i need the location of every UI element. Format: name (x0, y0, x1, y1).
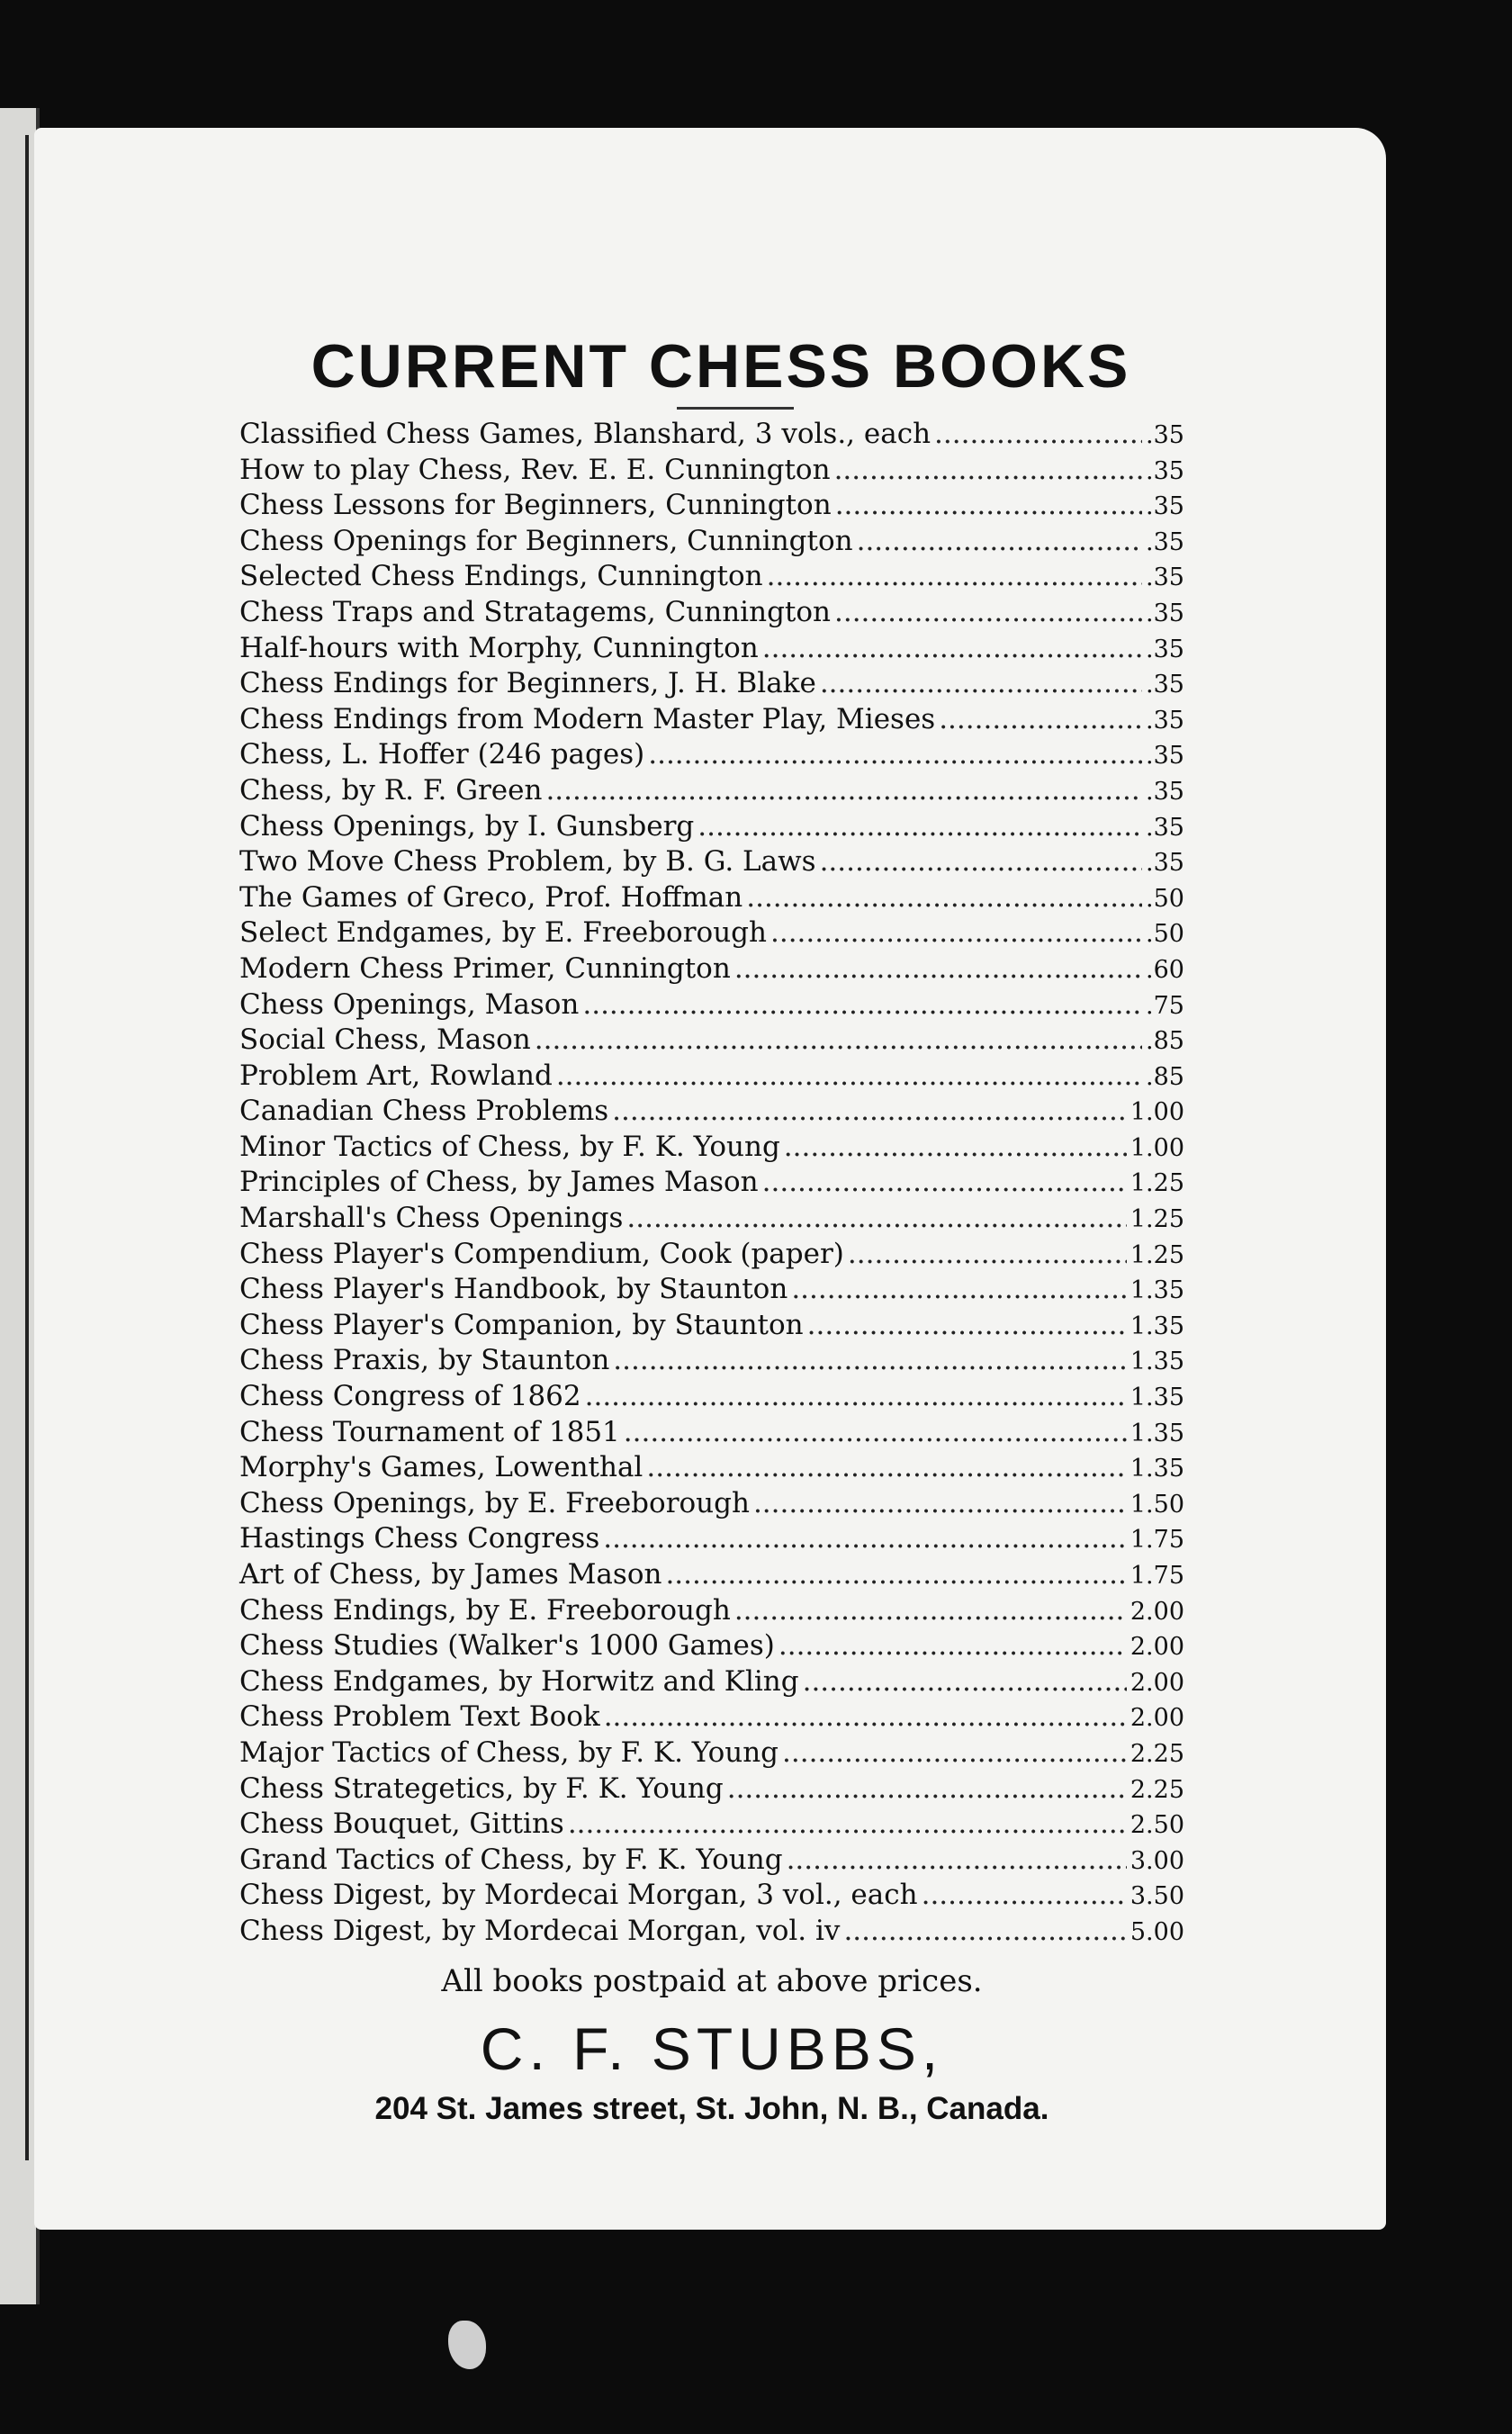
book-row (239, 631, 1184, 667)
book-title: Select Endgames, by E. Freeborough (239, 916, 767, 950)
book-price: .50 (1146, 884, 1184, 913)
book-title: Chess Openings, by E. Freeborough (239, 1486, 750, 1519)
book-row (239, 488, 1184, 524)
dot-leader (770, 915, 1142, 951)
dot-leader (767, 559, 1142, 595)
dot-leader (727, 1771, 1127, 1807)
dot-leader (857, 524, 1142, 560)
book-title: Chess, L. Hoffer (246 pages) (239, 738, 645, 771)
book-row (239, 1557, 1184, 1593)
dot-leader (556, 1059, 1142, 1095)
seller-name: C. F. STUBBS, (480, 2015, 944, 2082)
book-price: 1.35 (1130, 1312, 1184, 1340)
dot-leader (568, 1807, 1127, 1843)
book-title: Chess Endgames, by Horwitz and Kling (239, 1664, 799, 1698)
dot-leader (734, 1593, 1127, 1629)
book-title: Chess Lessons for Beginners, Cunnington (239, 489, 832, 522)
dot-leader (626, 1201, 1126, 1237)
dot-leader (807, 1308, 1127, 1344)
book-price: 2.00 (1130, 1668, 1184, 1697)
book-price: 1.35 (1130, 1348, 1184, 1376)
book-price: 1.00 (1130, 1098, 1184, 1127)
book-title: Chess Digest, by Mordecai Morgan, vol. iv (239, 1914, 841, 1947)
dot-leader (834, 595, 1142, 631)
dot-leader (698, 809, 1142, 845)
book-row (239, 1059, 1184, 1095)
book-title: Principles of Chess, by James Mason (239, 1166, 759, 1199)
dot-leader (834, 453, 1142, 489)
book-price: .35 (1146, 599, 1184, 627)
dot-leader (646, 1450, 1127, 1486)
dot-leader (778, 1628, 1127, 1664)
book-row (239, 595, 1184, 631)
book-row (239, 1379, 1184, 1415)
book-title: Chess Praxis, by Staunton (239, 1344, 610, 1377)
dot-leader (734, 951, 1142, 987)
book-price: .35 (1146, 563, 1184, 592)
book-price: .60 (1146, 955, 1184, 984)
dot-leader (535, 1023, 1142, 1059)
book-price: 1.25 (1130, 1240, 1184, 1269)
book-row (239, 1914, 1184, 1950)
book-price: .35 (1146, 813, 1184, 842)
dot-leader (820, 666, 1142, 702)
book-price: 2.50 (1130, 1811, 1184, 1840)
page-title: CURRENT CHESS BOOKS (310, 332, 1131, 401)
book-row (239, 559, 1184, 595)
book-price: .35 (1146, 421, 1184, 449)
page-content (239, 326, 1184, 2132)
seller-address: 204 St. James street, St. John, N. B., Canada. (374, 2090, 1049, 2126)
title-underline (677, 407, 794, 410)
book-title: Chess Strategetics, by F. K. Young (239, 1771, 724, 1805)
book-title: Problem Art, Rowland (239, 1059, 553, 1092)
dot-leader (746, 880, 1142, 916)
book-row (239, 1521, 1184, 1557)
dot-leader (784, 1130, 1127, 1166)
dot-leader (934, 417, 1142, 453)
book-price: .85 (1146, 1062, 1184, 1091)
book-row (239, 1735, 1184, 1771)
book-price: .35 (1146, 849, 1184, 878)
book-row (239, 1308, 1184, 1344)
book-row (239, 1664, 1184, 1700)
book-price: .50 (1146, 920, 1184, 949)
book-price: 1.75 (1130, 1526, 1184, 1555)
book-title: Canadian Chess Problems (239, 1095, 609, 1128)
book-list (239, 417, 1184, 1950)
dot-leader (603, 1521, 1127, 1557)
dot-leader (843, 1914, 1126, 1950)
dot-leader (782, 1735, 1127, 1771)
book-title: Minor Tactics of Chess, by F. K. Young (239, 1130, 780, 1163)
book-row (239, 1343, 1184, 1379)
book-title: Grand Tactics of Chess, by F. K. Young (239, 1843, 783, 1876)
dot-leader (612, 1094, 1127, 1130)
book-title: Chess Traps and Stratagems, Cunnington (239, 595, 831, 628)
book-row (239, 951, 1184, 987)
book-price: .35 (1146, 777, 1184, 806)
book-row (239, 1415, 1184, 1451)
book-row (239, 666, 1184, 702)
book-title: Chess Endings, by E. Freeborough (239, 1593, 731, 1627)
film-speck (448, 2321, 486, 2369)
dot-leader (762, 1165, 1127, 1201)
dot-leader (585, 1379, 1127, 1415)
book-row (239, 1165, 1184, 1201)
book-price: .35 (1146, 671, 1184, 699)
dot-leader (803, 1664, 1127, 1700)
book-price: 3.00 (1130, 1846, 1184, 1875)
book-price: .35 (1146, 456, 1184, 485)
book-title: Morphy's Games, Lowenthal (239, 1451, 644, 1484)
book-title: How to play Chess, Rev. E. E. Cunnington (239, 453, 831, 486)
book-title: Chess Player's Compendium, Cook (paper) (239, 1237, 844, 1270)
book-row (239, 809, 1184, 845)
book-row (239, 773, 1184, 809)
dot-leader (762, 631, 1142, 667)
book-row (239, 737, 1184, 773)
book-price: 2.00 (1130, 1704, 1184, 1733)
book-price: 2.25 (1130, 1739, 1184, 1768)
dot-leader (665, 1557, 1126, 1593)
dot-leader (624, 1415, 1127, 1451)
book-row (239, 1094, 1184, 1130)
book-row (239, 1272, 1184, 1308)
book-title: Chess Openings, Mason (239, 987, 580, 1021)
dot-leader (648, 737, 1142, 773)
book-title: Chess, by R. F. Green (239, 773, 543, 807)
book-price: 2.25 (1130, 1775, 1184, 1804)
book-price: .35 (1146, 706, 1184, 735)
book-row (239, 987, 1184, 1023)
book-price: .35 (1146, 635, 1184, 663)
book-row (239, 1593, 1184, 1629)
dot-leader (820, 844, 1142, 880)
book-title: Chess Player's Companion, by Staunton (239, 1308, 804, 1341)
book-price: 2.00 (1130, 1597, 1184, 1626)
dot-leader (613, 1343, 1127, 1379)
dot-leader (787, 1843, 1127, 1879)
postage-note: All books postpaid at above prices. (441, 1962, 983, 1999)
book-price: .85 (1146, 1027, 1184, 1056)
book-price: 2.00 (1130, 1633, 1184, 1662)
dot-leader (791, 1272, 1127, 1308)
dot-leader (835, 488, 1142, 524)
book-price: 5.00 (1130, 1917, 1184, 1946)
book-price: .35 (1146, 742, 1184, 771)
book-price: 1.25 (1130, 1169, 1184, 1198)
book-price: .75 (1146, 991, 1184, 1020)
book-title: Chess Problem Text Book (239, 1700, 600, 1734)
dot-leader (753, 1486, 1127, 1522)
book-title: Chess Player's Handbook, by Staunton (239, 1273, 788, 1306)
book-title: Modern Chess Primer, Cunnington (239, 951, 731, 985)
dot-leader (922, 1878, 1127, 1914)
book-title: Chess Studies (Walker's 1000 Games) (239, 1629, 775, 1663)
book-price: 1.35 (1130, 1384, 1184, 1412)
book-title: Chess Tournament of 1851 (239, 1415, 620, 1448)
book-row (239, 1807, 1184, 1843)
book-row (239, 915, 1184, 951)
book-price: 1.00 (1130, 1133, 1184, 1162)
book-title: Chess Congress of 1862 (239, 1380, 581, 1413)
book-title: Chess Openings, by I. Gunsberg (239, 809, 695, 843)
dot-leader (939, 702, 1142, 738)
book-row (239, 1878, 1184, 1914)
book-price: 1.50 (1130, 1490, 1184, 1519)
book-row (239, 524, 1184, 560)
book-title: Marshall's Chess Openings (239, 1202, 624, 1235)
book-title: Chess Endings from Modern Master Play, Mieses (239, 702, 936, 735)
book-title: Chess Openings for Beginners, Cunnington (239, 524, 853, 557)
book-title: Half-hours with Morphy, Cunnington (239, 631, 759, 664)
book-row (239, 1130, 1184, 1166)
book-title: Major Tactics of Chess, by F. K. Young (239, 1735, 779, 1769)
book-title: Social Chess, Mason (239, 1023, 531, 1057)
book-row (239, 453, 1184, 489)
book-price: 1.25 (1130, 1205, 1184, 1234)
book-row (239, 1771, 1184, 1807)
book-price: 1.35 (1130, 1276, 1184, 1305)
book-row (239, 844, 1184, 880)
book-price: 1.75 (1130, 1562, 1184, 1590)
book-page (34, 128, 1386, 2230)
book-row (239, 1237, 1184, 1273)
book-row (239, 1843, 1184, 1879)
book-row (239, 880, 1184, 916)
dot-leader (582, 987, 1142, 1023)
book-price: .35 (1146, 492, 1184, 521)
book-row (239, 417, 1184, 453)
book-title: Chess Endings for Beginners, J. H. Blake (239, 667, 816, 700)
book-row (239, 1023, 1184, 1059)
dot-leader (545, 773, 1142, 809)
binding-edge (25, 135, 29, 2160)
book-title: Chess Digest, by Mordecai Morgan, 3 vol., each (239, 1879, 918, 1912)
book-price: 1.35 (1130, 1455, 1184, 1483)
book-row (239, 1201, 1184, 1237)
book-row (239, 1628, 1184, 1664)
book-title: The Games of Greco, Prof. Hoffman (239, 880, 743, 914)
book-price: 3.50 (1130, 1882, 1184, 1911)
book-title: Hastings Chess Congress (239, 1522, 600, 1555)
dot-leader (848, 1237, 1127, 1273)
dot-leader (604, 1699, 1127, 1735)
book-title: Two Move Chess Problem, by B. G. Laws (239, 845, 816, 879)
book-row (239, 1486, 1184, 1522)
book-title: Art of Chess, by James Mason (239, 1558, 662, 1591)
book-price: .35 (1146, 527, 1184, 556)
book-price: 1.35 (1130, 1419, 1184, 1447)
book-row (239, 702, 1184, 738)
book-row (239, 1450, 1184, 1486)
book-title: Classified Chess Games, Blanshard, 3 vols., each (239, 418, 932, 450)
book-row (239, 1699, 1184, 1735)
book-title: Selected Chess Endings, Cunnington (239, 560, 763, 593)
book-title: Chess Bouquet, Gittins (239, 1807, 564, 1841)
